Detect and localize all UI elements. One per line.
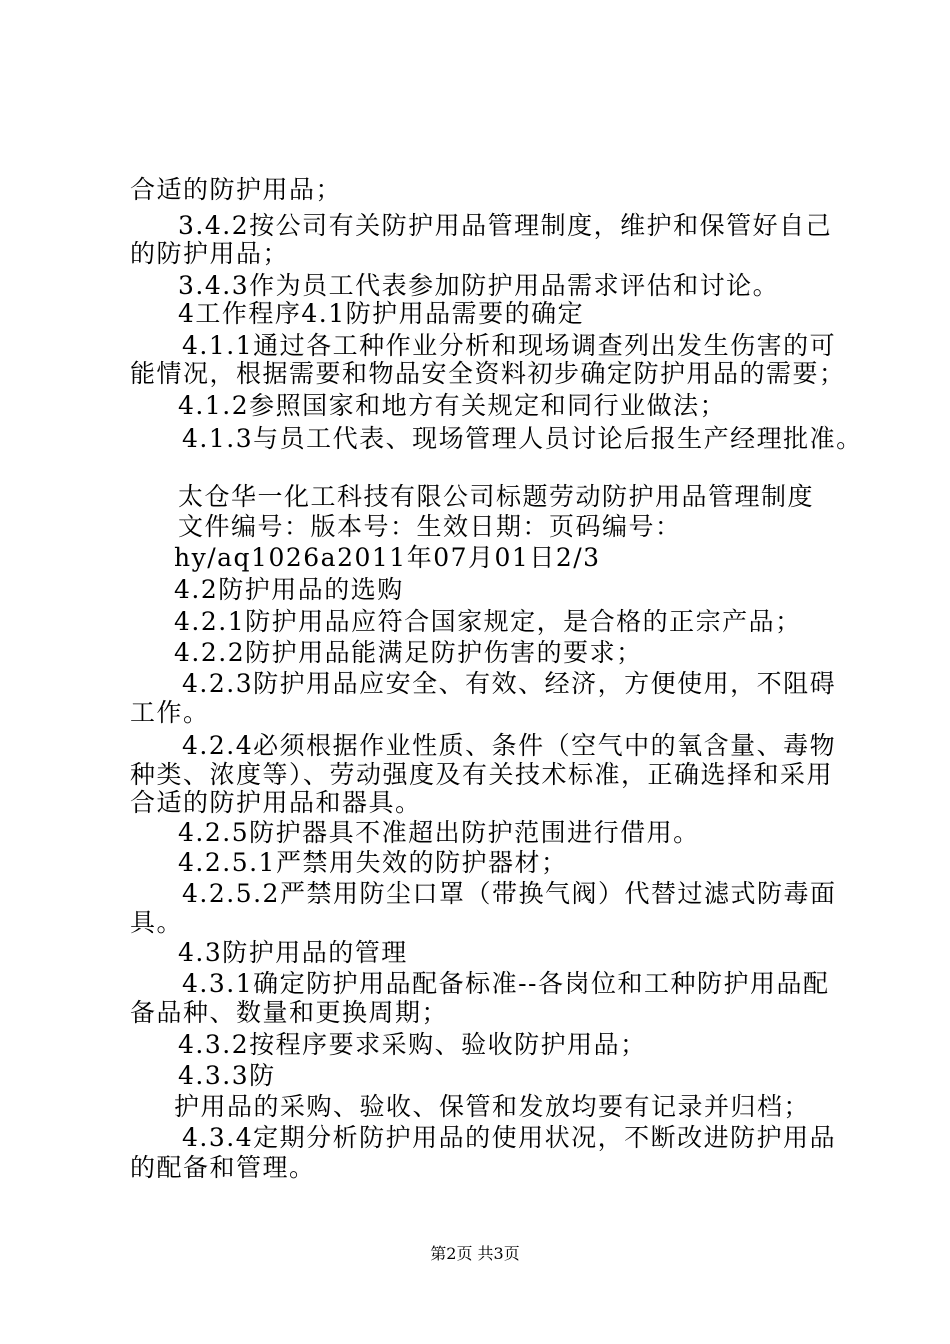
text-line: 4.3.4定期分析防护用品的使用状况，不断改进防护用品 — [182, 1123, 837, 1152]
company-header: 太仓华一化工科技有限公司标题劳动防护用品管理制度 — [178, 482, 815, 511]
text-line: 具。 — [130, 908, 184, 937]
text-line: 4.2.2防护用品能满足防护伤害的要求； — [174, 638, 643, 667]
text-line: 4.1.3与员工代表、现场管理人员讨论后报生产经理批准。 — [182, 424, 863, 453]
text-line: 能情况，根据需要和物品安全资料初步确定防护用品的需要； — [130, 359, 846, 388]
text-line: 的配备和管理。 — [130, 1153, 316, 1182]
text-line: 4.2.5.1严禁用失效的防护器材； — [178, 848, 568, 877]
text-line: 3.4.3作为员工代表参加防护用品需求评估和讨论。 — [178, 271, 780, 300]
text-line: 4.2.5.2严禁用防尘口罩（带换气阀）代替过滤式防毒面 — [182, 879, 837, 908]
document-meta-values: hy/aq1026a2011年07月01日2/3 — [174, 543, 601, 572]
text-line: 4.2.3防护用品应安全、有效、经济，方便使用，不阻碍 — [182, 669, 837, 698]
text-line: 4.3.2按程序要求采购、验收防护用品； — [178, 1030, 647, 1059]
text-line: 4.2.4必须根据作业性质、条件（空气中的氧含量、毒物 — [182, 731, 837, 760]
text-line: 3.4.2按公司有关防护用品管理制度，维护和保管好自己 — [178, 211, 833, 240]
text-line: 合适的防护用品； — [130, 175, 343, 204]
text-line: 4.2.5防护器具不准超出防护范围进行借用。 — [178, 818, 700, 847]
text-line: 的防护用品； — [130, 239, 290, 268]
text-line: 工作。 — [130, 698, 210, 727]
text-line: 4.3.1确定防护用品配备标准--各岗位和工种防护用品配 — [182, 969, 830, 998]
text-line: 备品种、数量和更换周期； — [130, 998, 449, 1027]
document-meta-labels: 文件编号：版本号：生效日期：页码编号： — [178, 512, 682, 541]
text-line: 4.3.3防 — [178, 1061, 276, 1090]
text-line: 护用品的采购、验收、保管和发放均要有记录并归档； — [174, 1092, 811, 1121]
page-footer: 第2页 共3页 — [430, 1244, 520, 1263]
text-line: 4.1.1通过各工种作业分析和现场调查列出发生伤害的可 — [182, 331, 837, 360]
text-line: 4.1.2参照国家和地方有关规定和同行业做法； — [178, 391, 727, 420]
text-line: 4.2.1防护用品应符合国家规定，是合格的正宗产品； — [174, 607, 802, 636]
text-line: 种类、浓度等）、劳动强度及有关技术标准，正确选择和采用 — [130, 760, 834, 789]
section-heading: 4工作程序4.1防护用品需要的确定 — [178, 299, 585, 328]
text-line: 合适的防护用品和器具。 — [130, 788, 422, 817]
section-heading: 4.3防护用品的管理 — [178, 938, 408, 967]
section-heading: 4.2防护用品的选购 — [174, 575, 404, 604]
